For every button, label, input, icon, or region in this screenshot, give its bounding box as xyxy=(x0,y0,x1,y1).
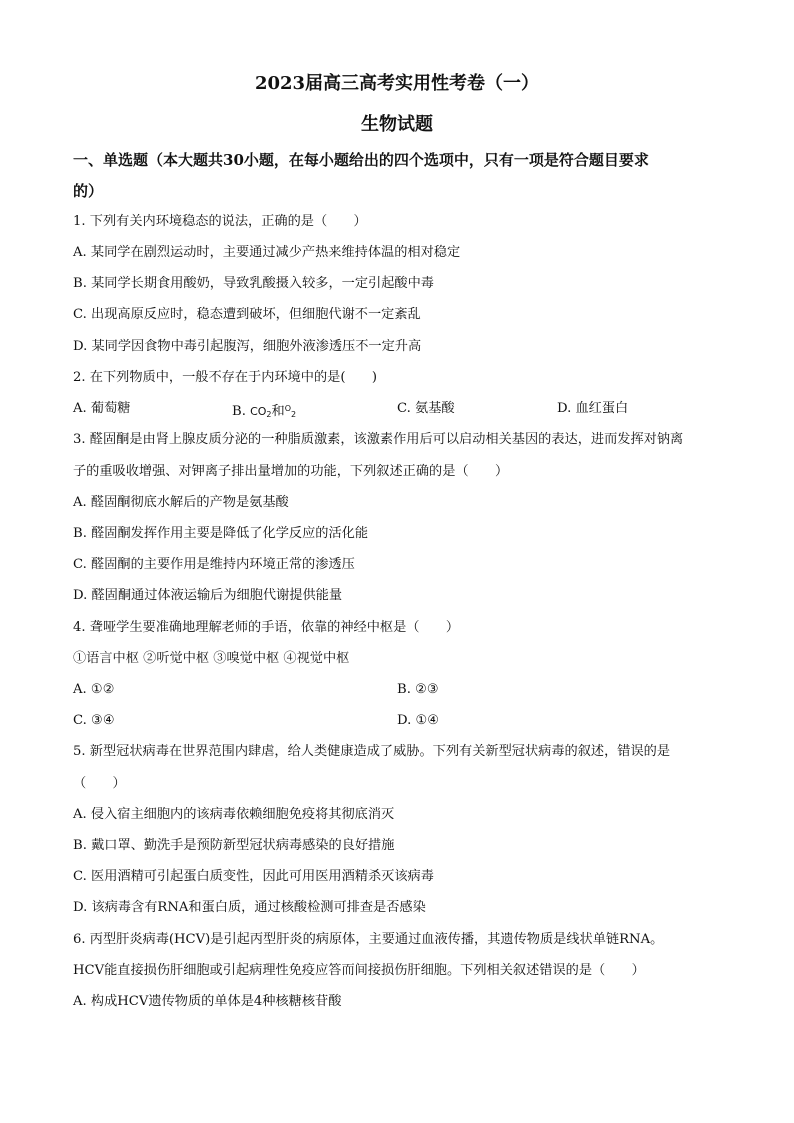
question-3-stem: 3. 醛固酮是由肾上腺皮质分泌的一种脂质激素，该激素作用后可以启动相关基因的表达，进而发挥对钠离 xyxy=(73,432,684,447)
question-5-stem: 5. 新型冠状病毒在世界范围内肆虐，给人类健康造成了威胁。下列有关新型冠状病毒的叙述，错误的是 xyxy=(73,744,671,759)
co2-formula: $CO_2$ xyxy=(250,405,272,419)
question-1-option-c: C. 出现高原反应时，稳态遭到破坏，但细胞代谢不一定紊乱 xyxy=(73,307,421,322)
question-5-stem-cont: （ ） xyxy=(73,776,126,791)
question-2-option-b: B. $CO_2$和$^O_2$ xyxy=(232,404,297,419)
question-4-option-d: D. ①④ xyxy=(397,713,440,728)
question-4-option-b: B. ②③ xyxy=(397,682,439,697)
option-b-label: B. xyxy=(232,404,251,419)
question-1-option-a: A. 某同学在剧烈运动时，主要通过减少产热来维持体温的相对稳定 xyxy=(73,245,461,260)
question-6-stem-cont: HCV能直接损伤肝细胞或引起病理性免疫应答而间接损伤肝细胞。下列相关叙述错误的是（ ） xyxy=(73,963,645,978)
question-1-option-b: B. 某同学长期食用酸奶，导致乳酸摄入较多，一定引起酸中毒 xyxy=(73,276,434,291)
question-1-option-d: D. 某同学因食物中毒引起腹泻，细胞外液渗透压不一定升高 xyxy=(73,339,422,354)
question-4-option-a: A. ①② xyxy=(73,682,115,697)
question-1-stem: 1. 下列有关内环境稳态的说法，正确的是（ ） xyxy=(73,214,367,229)
question-5-option-d: D. 该病毒含有RNA和蛋白质，通过核酸检测可排查是否感染 xyxy=(73,900,426,915)
exam-title: 2023届高三高考实用性考卷（一） xyxy=(254,73,540,94)
question-2-stem: 2. 在下列物质中，一般不存在于内环境中的是( ) xyxy=(73,370,377,385)
section-heading-cont: 的） xyxy=(73,182,104,200)
question-5-option-a: A. 侵入宿主细胞内的该病毒依赖细胞免疫将其彻底消灭 xyxy=(73,807,395,822)
question-2-option-d: D. 血红蛋白 xyxy=(557,401,629,416)
question-3-option-b: B. 醛固酮发挥作用主要是降低了化学反应的活化能 xyxy=(73,526,369,541)
question-6-stem: 6. 丙型肝炎病毒(HCV)是引起丙型肝炎的病原体，主要通过血液传播，其遗传物质是线状单链RNA。 xyxy=(73,932,664,947)
question-4-items: ①语言中枢 ②听觉中枢 ③嗅觉中枢 ④视觉中枢 xyxy=(73,651,350,666)
question-5-option-c: C. 医用酒精可引起蛋白质变性，因此可用医用酒精杀灭该病毒 xyxy=(73,869,434,884)
question-4-stem: 4. 聋哑学生要准确地理解老师的手语，依靠的神经中枢是（ ） xyxy=(73,620,460,635)
question-2-option-a: A. 葡萄糖 xyxy=(73,401,131,416)
question-5-option-b: B. 戴口罩、勤洗手是预防新型冠状病毒感染的良好措施 xyxy=(73,838,395,853)
question-3-option-d: D. 醛固酮通过体液运输后为细胞代谢提供能量 xyxy=(73,588,343,603)
question-3-option-c: C. 醛固酮的主要作用是维持内环境正常的渗透压 xyxy=(73,557,355,572)
section-heading: 一、单选题（本大题共30小题，在每小题给出的四个选项中，只有一项是符合题目要求 xyxy=(73,151,649,169)
question-6-option-a: A. 构成HCV遗传物质的单体是4种核糖核苷酸 xyxy=(73,994,342,1009)
question-3-stem-cont: 子的重吸收增强、对钾离子排出量增加的功能，下列叙述正确的是（ ） xyxy=(73,464,509,479)
subject-title: 生物试题 xyxy=(361,114,433,135)
o2-formula: $^O_2$ xyxy=(284,404,297,419)
question-4-option-c: C. ③④ xyxy=(73,713,115,728)
question-3-option-a: A. 醛固酮彻底水解后的产物是氨基酸 xyxy=(73,495,289,510)
question-2-option-c: C. 氨基酸 xyxy=(397,401,455,416)
